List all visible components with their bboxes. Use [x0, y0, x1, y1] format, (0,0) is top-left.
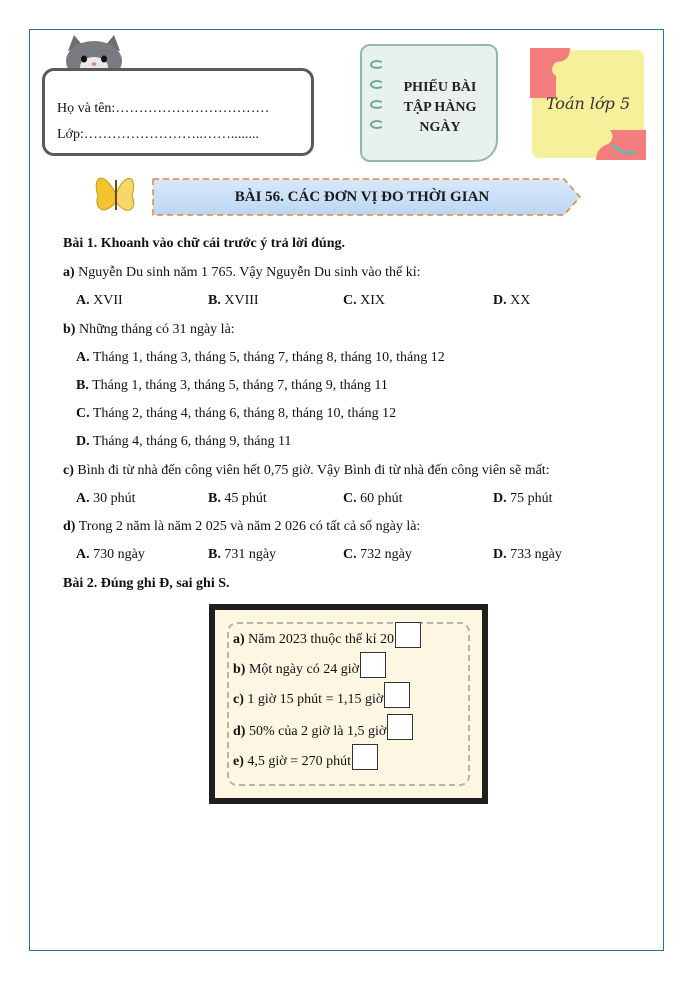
option-d-A[interactable]: A. 730 ngày — [76, 547, 145, 562]
tf-item-b: b) Một ngày có 24 giờ — [233, 652, 386, 678]
option-a-D[interactable]: D. XX — [493, 293, 531, 308]
option-c-C[interactable]: C. 60 phút — [343, 491, 403, 506]
subject-badge — [526, 44, 650, 164]
spiral-ring-icon — [370, 120, 384, 129]
subject-label: Toán lớp 5 — [545, 94, 631, 113]
question-c: c) Bình đi từ nhà đến công viên hết 0,75 giờ. Vậy Bình đi từ nhà đến công viên sẽ mất: — [63, 463, 550, 478]
worksheet-badge — [360, 44, 498, 162]
option-c-D[interactable]: D. 75 phút — [493, 491, 553, 506]
butterfly-icon — [92, 166, 140, 222]
lesson-title: BÀI 56. CÁC ĐƠN VỊ ĐO THỜI GIAN — [234, 189, 490, 205]
answer-box[interactable] — [395, 622, 421, 648]
option-a-C[interactable]: C. XIX — [343, 293, 386, 308]
question-d: d) Trong 2 năm là năm 2 025 và năm 2 026 có tất cả số ngày là: — [63, 519, 421, 534]
question-b: b) Những tháng có 31 ngày là: — [63, 322, 235, 337]
spiral-ring-icon — [370, 60, 384, 69]
tf-item-e: e) 4,5 giờ = 270 phút — [233, 744, 378, 770]
lesson-title-banner — [152, 178, 582, 216]
answer-box[interactable] — [360, 652, 386, 678]
option-b-A[interactable]: A. Tháng 1, tháng 3, tháng 5, tháng 7, tháng 8, tháng 10, tháng 12 — [76, 350, 445, 365]
answer-box[interactable] — [352, 744, 378, 770]
true-false-board — [209, 604, 488, 804]
option-d-D[interactable]: D. 733 ngày — [493, 547, 562, 562]
option-d-B[interactable]: B. 731 ngày — [208, 547, 277, 562]
student-info-box — [42, 68, 314, 156]
spiral-ring-icon — [370, 100, 384, 109]
option-b-D[interactable]: D. Tháng 4, tháng 6, tháng 9, tháng 11 — [76, 434, 292, 449]
ex1-heading: Bài 1. Khoanh vào chữ cái trước ý trả lời đúng. — [63, 236, 345, 251]
option-c-B[interactable]: B. 45 phút — [208, 491, 267, 506]
tf-item-a: a) Năm 2023 thuộc thế kỉ 20 — [233, 622, 421, 648]
option-a-B[interactable]: B. XVIII — [208, 293, 259, 308]
class-field[interactable]: Lớp:……………………..……........ — [57, 127, 259, 142]
tf-item-c: c) 1 giờ 15 phút = 1,15 giờ — [233, 682, 410, 708]
tf-item-d: d) 50% của 2 giờ là 1,5 giờ — [233, 714, 413, 740]
answer-box[interactable] — [384, 682, 410, 708]
option-a-A[interactable]: A. XVII — [76, 293, 123, 308]
option-b-C[interactable]: C. Tháng 2, tháng 4, tháng 6, tháng 8, tháng 10, tháng 12 — [76, 406, 397, 421]
option-c-A[interactable]: A. 30 phút — [76, 491, 136, 506]
ex2-heading: Bài 2. Đúng ghi Đ, sai ghi S. — [63, 576, 230, 591]
spiral-ring-icon — [370, 80, 384, 89]
worksheet-title: PHIẾU BÀI TẬP HÀNG NGÀY — [403, 80, 477, 135]
question-a: a) Nguyễn Du sinh năm 1 765. Vậy Nguyễn Du sinh vào thế kỉ: — [63, 265, 421, 280]
answer-box[interactable] — [387, 714, 413, 740]
name-field[interactable]: Họ và tên:…………………………… — [57, 101, 270, 116]
option-b-B[interactable]: B. Tháng 1, tháng 3, tháng 5, tháng 7, tháng 9, tháng 11 — [76, 378, 388, 393]
option-d-C[interactable]: C. 732 ngày — [343, 547, 412, 562]
